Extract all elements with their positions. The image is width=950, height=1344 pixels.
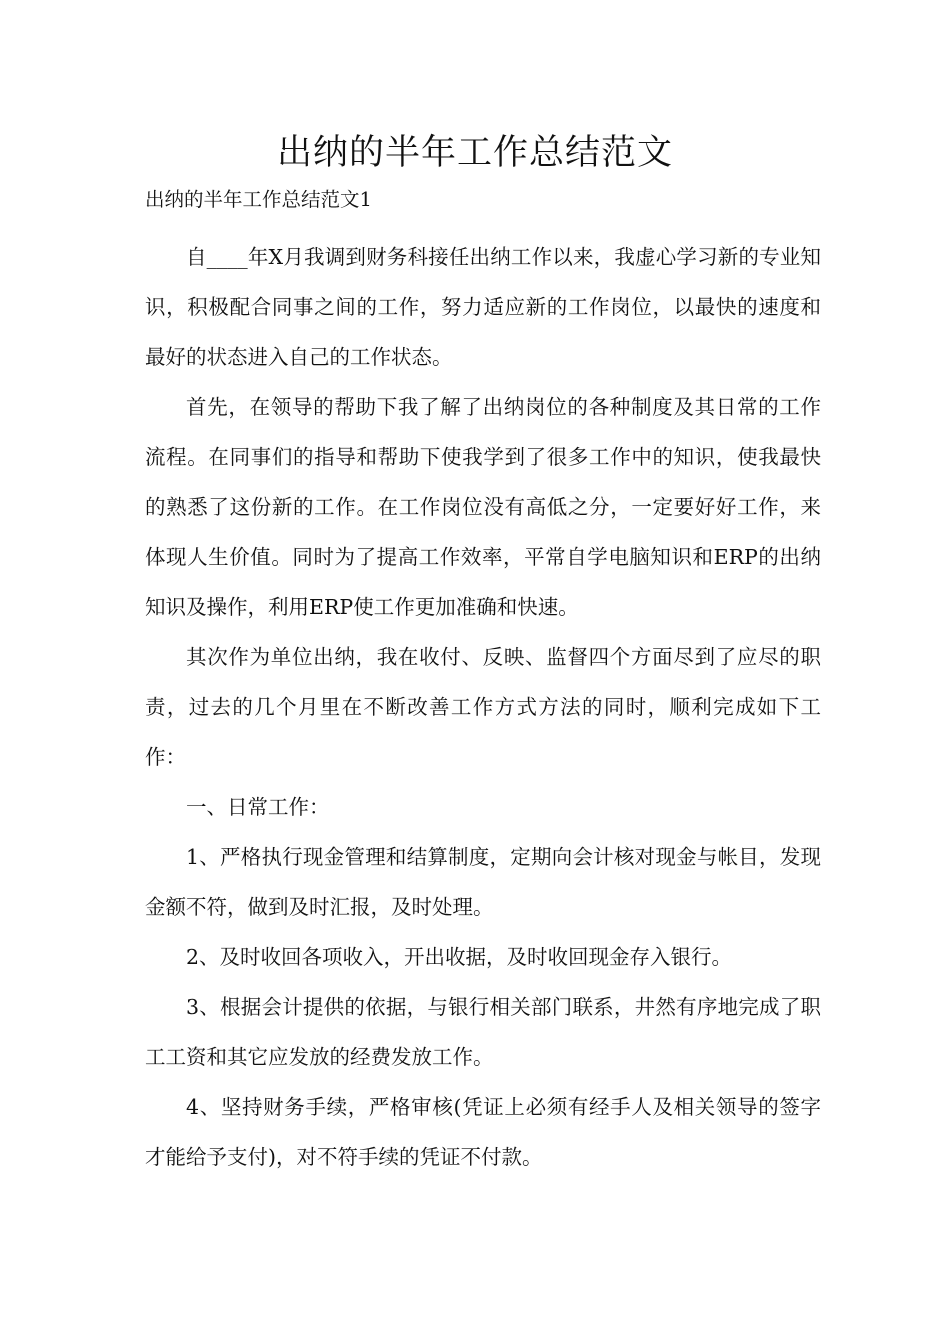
list-item-4: 4、坚持财务手续，严格审核(凭证上必须有经手人及相关领导的签字才能给予支付)，对不符手续的凭证不付款。: [145, 1095, 821, 1169]
list-item-3: 3、根据会计提供的依据，与银行相关部门联系，井然有序地完成了职工工资和其它应发放的经费发放工作。: [145, 995, 821, 1069]
document-body: [145, 232, 821, 1182]
list-item-2: 2、及时收回各项收入，开出收据，及时收回现金存入银行。: [186, 945, 733, 969]
document-subtitle: 出纳的半年工作总结范文1: [145, 188, 372, 211]
paragraph-second: 其次作为单位出纳，我在收付、反映、监督四个方面尽到了应尽的职责，过去的几个月里在不断改善工作方式方法的同时，顺利完成如下工作：: [145, 645, 821, 769]
document-title: 出纳的半年工作总结范文: [276, 133, 673, 173]
list-item-1: 1、严格执行现金管理和结算制度，定期向会计核对现金与帐目，发现金额不符，做到及时汇报，及时处理。: [145, 845, 821, 919]
paragraph-intro: 自____年X月我调到财务科接任出纳工作以来，我虚心学习新的专业知识，积极配合同事之间的工作，努力适应新的工作岗位，以最快的速度和最好的状态进入自己的工作状态。: [145, 245, 821, 369]
paragraph-first: 首先，在领导的帮助下我了解了出纳岗位的各种制度及其日常的工作流程。在同事们的指导和帮助下使我学到了很多工作中的知识，使我最快的熟悉了这份新的工作。在工作岗位没有高低之分，一定要好好工作，来体现人生价值。同时为了提高工作效率，平常自学电脑知识和ERP的出纳知识及操作，利用ERP使工作更加准确和快速。: [145, 395, 821, 619]
section-heading-daily-work: 一、日常工作：: [186, 795, 330, 819]
